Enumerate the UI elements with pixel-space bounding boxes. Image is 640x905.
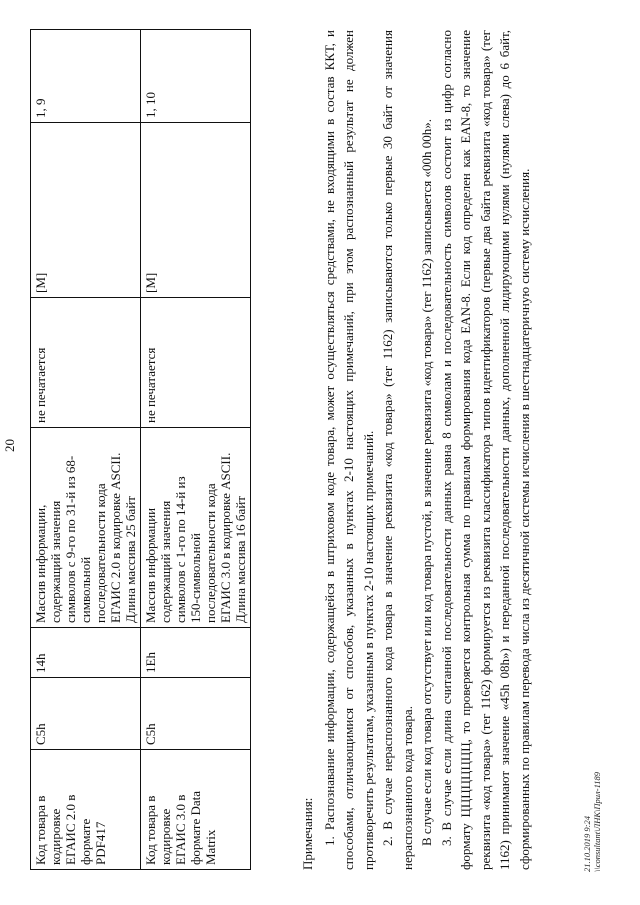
table-cell-tag: C5h bbox=[31, 678, 141, 750]
notes-heading: Примечания: bbox=[300, 797, 315, 870]
table-cell-print-form: не печатается bbox=[31, 298, 141, 428]
table-cell-format: [М] bbox=[141, 123, 251, 298]
table-cell-tag: C5h bbox=[141, 678, 251, 750]
table-cell-requisite-name: Код товара в кодировке ЕГАИС 2.0 в формате PDF417 bbox=[31, 750, 141, 870]
table-cell-length: 14h bbox=[31, 628, 141, 678]
table-cell-print-form: не печатается bbox=[141, 298, 251, 428]
note-paragraph: 1. Распознавание информации, содержащейся в штриховом коде товара, может осуществляться средствами, не входящими в состав ККТ, и способами, отличающимися от способов, указанных в пунктах 2-10 настоящих примечаний, при этом распознанный результат не должен противоречить результатам, указанным в пунктах 2-10 настоящих примечаний. bbox=[321, 30, 376, 870]
rotated-page bbox=[0, 12, 620, 892]
table-cell-notes: 1, 10 bbox=[141, 30, 251, 123]
print-stamp bbox=[582, 772, 602, 872]
notes-section bbox=[298, 30, 534, 870]
note-paragraph: В случае если код товара отсутствует или код товара пустой, в значение реквизита «код товара» (тег 1162) записывается «00h 00h». bbox=[419, 119, 434, 846]
note-paragraph: 3. В случае если длина считанной последовательности данных равна 8 символам и последовательность символов состоит из цифр согласно формату ЦЦЦЦЦЦЦЦ, то проверяется контрольная сумма по правилам формирования кода EAN-8. Если код определен как EAN-8, то значение реквизита «код товара» (тег 1162) формируется из реквизита классификатора типов идентификаторов (первые два байта реквизита «код товара» (тег 1162) принимают значение «45h 08h») и переданной последовательности данных, дополненной лидирующими нулями (нулями слева) до 6 байт, сформированных по правилам перевода числа из десятичной системы исчисления в шестнадцатеричную систему исчисления. bbox=[438, 30, 532, 870]
table-cell-requisite-name: Код товара в кодировке ЕГАИС 3.0 в формате Data Matrix bbox=[141, 750, 251, 870]
table-cell-notes: 1, 9 bbox=[31, 30, 141, 123]
table-row bbox=[141, 30, 251, 870]
stamp-path: \\consultant\ЛНК\Прил-1189 bbox=[592, 772, 602, 872]
table-row bbox=[31, 30, 141, 870]
table-cell-description: Массив информации, содержащий значения символов с 9-го по 31-й из 68- символьной последовательности кода ЕГАИС 2.0 в кодировке ASCII. Длина массива 25 байт bbox=[31, 428, 141, 628]
stamp-date: 21.10.2019 9:24 bbox=[582, 816, 592, 872]
note-paragraph: 2. В случае нераспознанного кода товара в значение реквизита «код товара» (тег 1162) записываются только первые 30 байт от значения нераспознанного кода товара. bbox=[380, 30, 415, 870]
table-cell-format: [М] bbox=[31, 123, 141, 298]
page-number: 20 bbox=[2, 439, 17, 452]
table-cell-description: Массив информации содержащий значения символов с 1-го по 14-й из 150-символьной последовательности кода ЕГАИС 3.0 в кодировке ASCII. Длина массива 16 байт bbox=[141, 428, 251, 628]
table-cell-length: 1Eh bbox=[141, 628, 251, 678]
requisites-table bbox=[30, 29, 251, 870]
